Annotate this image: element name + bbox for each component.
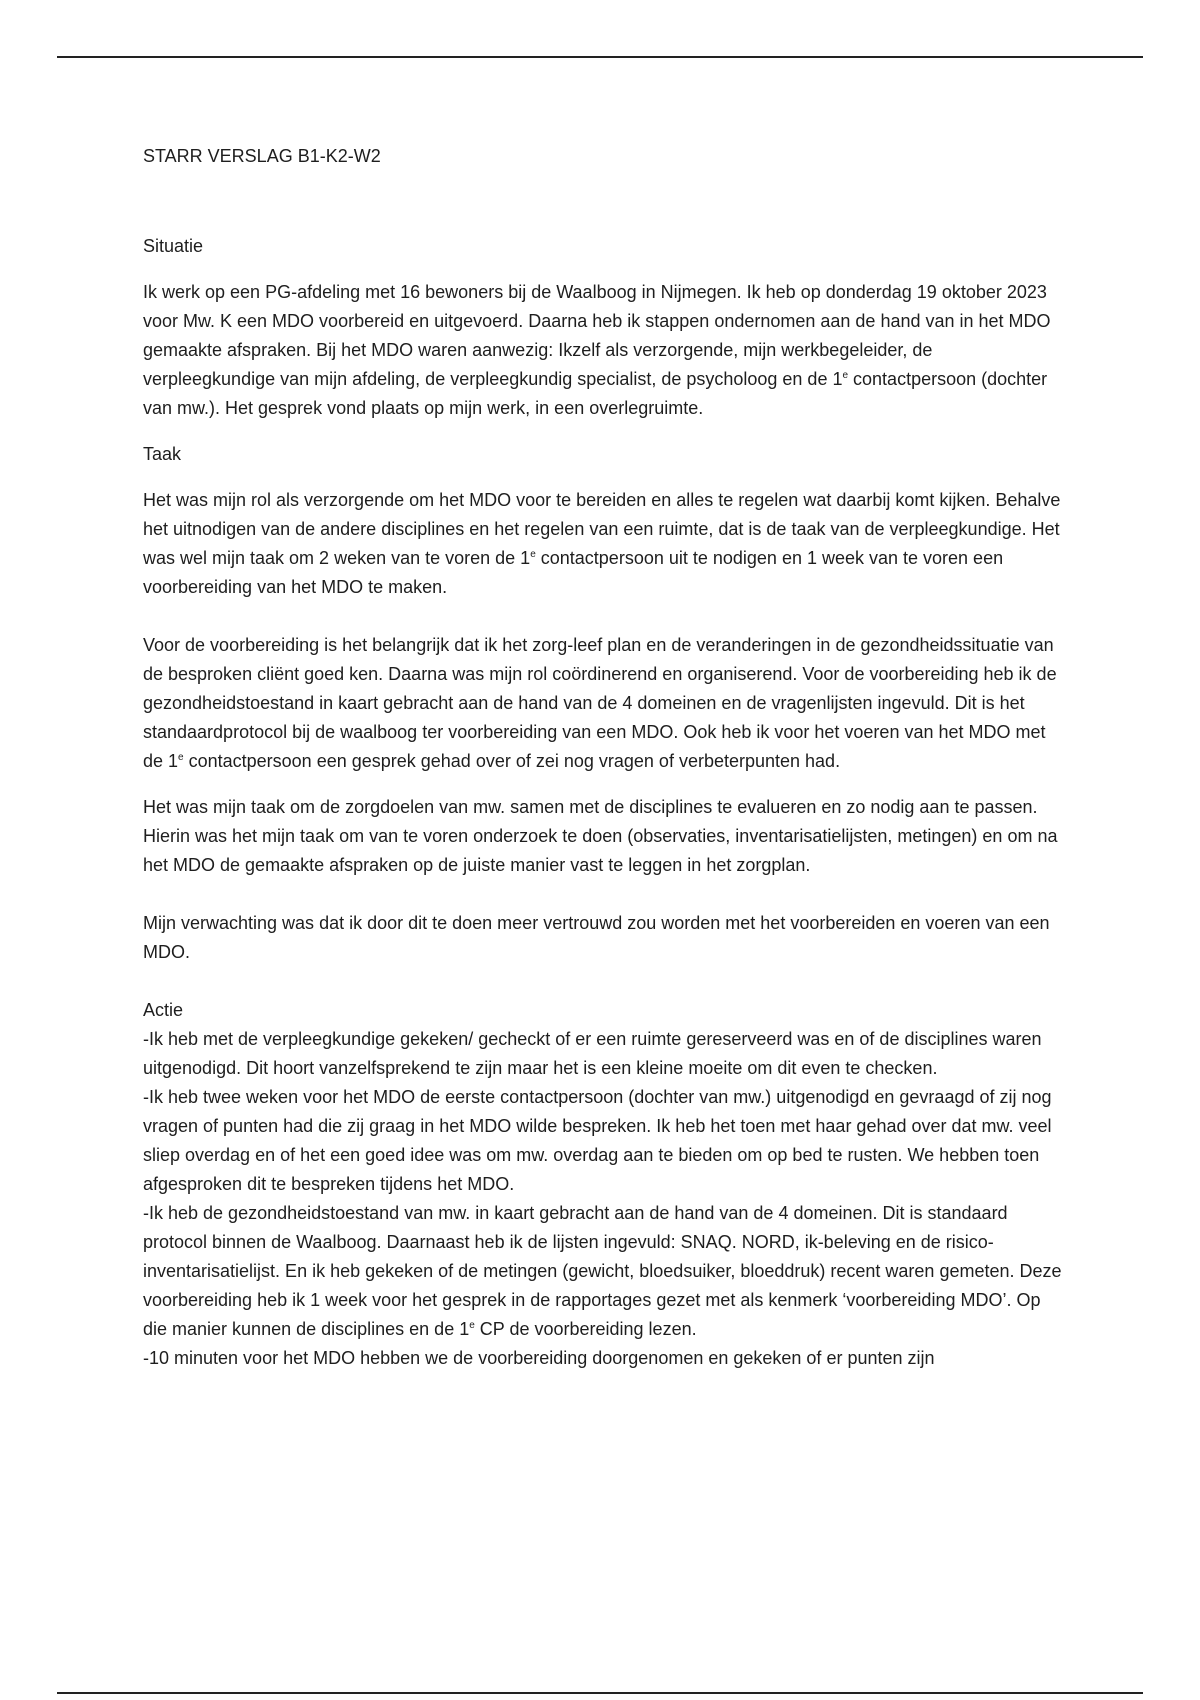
document-title: STARR VERSLAG B1-K2-W2: [143, 146, 381, 166]
taak-paragraph-3: Het was mijn taak om de zorgdoelen van mw. samen met de disciplines te evalueren en zo nodig aan te passen. Hierin was het mijn taak om van te voren onderzoek te doen (observaties, inventarisatielijsten, metingen) en om na het MDO de gemaakte afspraken op de juiste manier vast te leggen in het zorgplan.: [143, 797, 1058, 875]
actie-item-2: -Ik heb twee weken voor het MDO de eerste contactpersoon (dochter van mw.) uitgenodigd en gevraagd of zij nog vragen of punten had die zij graag in het MDO wilde bespreken. Ik heb het toen met haar gehad over dat mw. veel sliep overdag en of het een goed idee was om mw. overdag aan te bieden om op bed te rusten. We hebben toen afgesproken dit te bespreken tijdens het MDO.: [143, 1087, 1052, 1194]
taak-paragraph-4: Mijn verwachting was dat ik door dit te doen meer vertrouwd zou worden met het voorbereiden en voeren van een MDO.: [143, 913, 1050, 962]
section-heading-taak: Taak: [143, 444, 182, 464]
actie-item-4: -10 minuten voor het MDO hebben we de voorbereiding doorgenomen en gekeken of er punten zijn: [143, 1348, 935, 1368]
section-heading-actie: Actie: [143, 1000, 184, 1020]
actie-item-3: -Ik heb de gezondheidstoestand van mw. in kaart gebracht aan de hand van de 4 domeinen. Dit is standaard protocol binnen de Waalboog. Daarnaast heb ik de lijsten ingevuld: SNAQ. NORD, ik-beleving en de risico-inventarisatielijst. En ik heb gekeken of de metingen (gewicht, bloedsuiker, bloeddruk) recent waren gemeten. Deze voorbereiding heb ik 1 week voor het gesprek in de rapportages gezet met als kenmerk ‘voorbereiding MDO’. Op die manier kunnen de disciplines en de 1e CP de voorbereiding lezen.: [143, 1203, 1062, 1339]
taak-paragraph-1: Het was mijn rol als verzorgende om het MDO voor te bereiden en alles te regelen wat daarbij komt kijken. Behalve het uitnodigen van de andere disciplines en het regelen van een ruimte, dat is de taak van de verpleegkundige. Het was wel mijn taak om 2 weken van te voren de 1e contactpersoon uit te nodigen en 1 week van te voren een voorbereiding van het MDO te maken.: [143, 490, 1061, 597]
header-rule: [57, 56, 1143, 58]
footer-rule: [57, 1692, 1143, 1694]
situatie-paragraph: Ik werk op een PG-afdeling met 16 bewoners bij de Waalboog in Nijmegen. Ik heb op donderdag 19 oktober 2023 voor Mw. K een MDO voorbereid en uitgevoerd. Daarna heb ik stappen ondernomen aan de hand van in het MDO gemaakte afspraken. Bij het MDO waren aanwezig: Ikzelf als verzorgende, mijn werkbegeleider, de verpleegkundige van mijn afdeling, de verpleegkundig specialist, de psycholoog en de 1e contactpersoon (dochter van mw.). Het gesprek vond plaats op mijn werk, in een overlegruimte.: [143, 282, 1051, 418]
taak-paragraph-2: Voor de voorbereiding is het belangrijk dat ik het zorg-leef plan en de veranderingen in de gezondheidssituatie van de besproken cliënt goed ken. Daarna was mijn rol coördinerend en organiserend. Voor de voorbereiding heb ik de gezondheidstoestand in kaart gebracht aan de hand van de 4 domeinen en de vragenlijsten ingevuld. Dit is het standaardprotocol bij de waalboog ter voorbereiding van een MDO. Ook heb ik voor het voeren van het MDO met de 1e contactpersoon een gesprek gehad over of zei nog vragen of verbeterpunten had.: [143, 635, 1057, 771]
section-heading-situatie: Situatie: [143, 236, 204, 256]
document-page: [143, 142, 1063, 1373]
actie-item-1: -Ik heb met de verpleegkundige gekeken/ gecheckt of er een ruimte gereserveerd was en of de disciplines waren uitgenodigd. Dit hoort vanzelfsprekend te zijn maar het is een kleine moeite om dit even te checken.: [143, 1029, 1042, 1078]
